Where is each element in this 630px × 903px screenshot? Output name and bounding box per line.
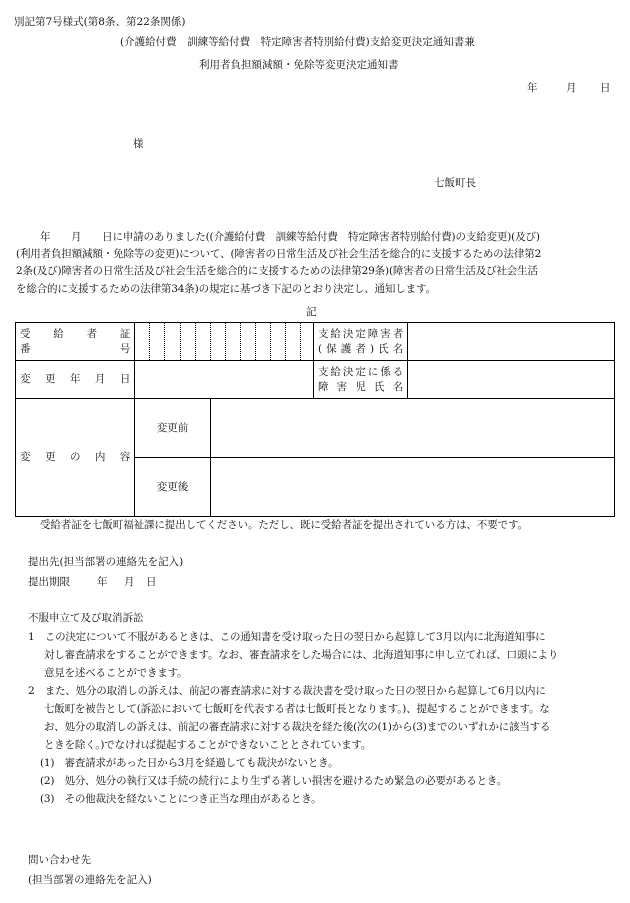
after-label: 変更後 xyxy=(135,458,210,517)
recipient-number-digit[interactable] xyxy=(180,323,195,361)
appeal-item-1-line-2: 対し審査請求をすることができます。なお、審査請求をした場合には、北海道知事に申し立てれば、口頭により xyxy=(44,649,559,661)
issuer-name: 七飯町長 xyxy=(434,177,476,189)
date-month: 月 xyxy=(566,82,577,94)
guardian-name-label-2: (保護者)氏名 xyxy=(317,342,404,355)
appeal-sub-2: (2) 処分、処分の執行又は手続の続行により生ずる著しい損害を避けるため緊急の必要があるとき。 xyxy=(40,775,508,787)
table-row xyxy=(16,361,615,399)
guardian-name-label xyxy=(313,323,407,361)
date-year: 年 xyxy=(527,82,538,94)
title-line-1: (介護給付費 訓練等給付費 特定障害者特別給付費)支給変更決定通知書兼 xyxy=(120,36,475,48)
recipient-number-label xyxy=(16,323,135,361)
child-name-label-2: 障害児氏名 xyxy=(317,380,404,393)
appeal-item-2-line-1: 2 また、処分の取消しの訴えは、前記の審査請求に対する裁決書を受け取った日の翌日から起算して6月以内に xyxy=(28,685,546,697)
deadline-month: 月 xyxy=(124,576,135,588)
appeal-item-1-line-3: 意見を述べることができます。 xyxy=(44,667,188,679)
before-label: 変更前 xyxy=(135,399,210,458)
recipient-number-digit[interactable] xyxy=(270,323,285,361)
appeal-item-2-line-3: お、処分の取消しの訴えは、前記の審査請求に対する裁決を経た後(次の(1)から(3)までのいずれかに該当する xyxy=(44,721,551,733)
decision-table xyxy=(15,322,615,517)
deadline-year: 年 xyxy=(97,576,108,588)
submission-destination: 提出先(担当部署の連絡先を記入) xyxy=(28,556,184,568)
change-content-label: 変更の内容 xyxy=(16,399,135,517)
guardian-name-field[interactable] xyxy=(408,323,615,361)
recipient-number-digit[interactable] xyxy=(150,323,165,361)
body-line-1: 年 月 日に申請のありました((介護給付費 訓練等給付費 特定障害者特別給付費)の支給変更)(及び) xyxy=(40,231,540,243)
body-paragraph xyxy=(16,229,614,298)
recipient-number-digit[interactable] xyxy=(285,323,300,361)
recipient-number-digit[interactable] xyxy=(210,323,225,361)
appeal-item-1-line-1: 1 この決定について不服があるときは、この通知書を受け取った日の翌日から起算して3月以内に北海道知事に xyxy=(28,631,546,643)
appeal-item-2-line-2: 七飯町を被告として(訴訟において七飯町を代表する者は七飯町長となります。)、提起することができます。な xyxy=(44,703,550,715)
recipient-number-digit[interactable] xyxy=(165,323,180,361)
recipient-number-digit[interactable] xyxy=(255,323,270,361)
addressee-suffix: 様 xyxy=(133,138,144,150)
appeal-sub-1: (1) 審査請求があった日から3月を経過しても裁決がないとき。 xyxy=(40,757,339,769)
table-row xyxy=(16,399,615,458)
change-date-label: 変更年月日 xyxy=(16,361,135,399)
recipient-number-label-1: 受給者証 xyxy=(20,327,131,340)
appeal-item-2-line-4: ときを除く。)でなければ提起することができないこととされています。 xyxy=(44,739,372,751)
body-line-2: (利用者負担額減額・免除等の変更)について、(障害者の日常生活及び社会生活を総合的に支援するための法律第2 xyxy=(16,248,542,261)
body-line-4: を総合的に支援するための法律第34条)の規定に基づき下記のとおり決定し、通知します。 xyxy=(16,282,436,295)
recipient-number-digit[interactable] xyxy=(225,323,240,361)
form-number: 別記第7号様式(第8条、第22条関係) xyxy=(14,16,186,28)
date-day: 日 xyxy=(600,82,611,94)
recipient-number-digit[interactable] xyxy=(135,323,150,361)
submission-notice: 受給者証を七飯町福祉課に提出してください。ただし、既に受給者証を提出されている方は、不要です。 xyxy=(40,519,528,531)
submission-deadline-label: 提出期限 xyxy=(28,576,70,588)
guardian-name-label-1: 支給決定障害者 xyxy=(317,327,404,340)
appeal-sub-3: (3) その他裁決を経ないことにつき正当な理由があるとき。 xyxy=(40,793,322,805)
child-name-label xyxy=(313,361,407,399)
ki-heading: 記 xyxy=(306,306,317,318)
recipient-number-digit[interactable] xyxy=(300,323,313,361)
appeal-heading: 不服申立て及び取消訴訟 xyxy=(28,612,144,624)
before-field[interactable] xyxy=(210,399,614,458)
inquiry-label: 問い合わせ先 xyxy=(28,854,91,866)
table-row xyxy=(16,323,615,361)
inquiry-destination: (担当部署の連絡先を記入) xyxy=(28,874,152,886)
recipient-number-label-2: 番号 xyxy=(20,342,131,355)
child-name-field[interactable] xyxy=(408,361,615,399)
change-date-field[interactable] xyxy=(135,361,314,399)
recipient-number-digit[interactable] xyxy=(240,323,255,361)
after-field[interactable] xyxy=(210,458,614,517)
body-line-3: 2条(及び)障害者の日常生活及び社会生活を総合的に支援するための法律第29条)(障害者の日常生活及び社会生活 xyxy=(16,265,538,278)
deadline-day: 日 xyxy=(146,576,157,588)
title-line-2: 利用者負担額減額・免除等変更決定通知書 xyxy=(199,59,399,71)
recipient-number-digit[interactable] xyxy=(195,323,210,361)
child-name-label-1: 支給決定に係る xyxy=(317,365,404,378)
appeal-items xyxy=(28,628,558,808)
